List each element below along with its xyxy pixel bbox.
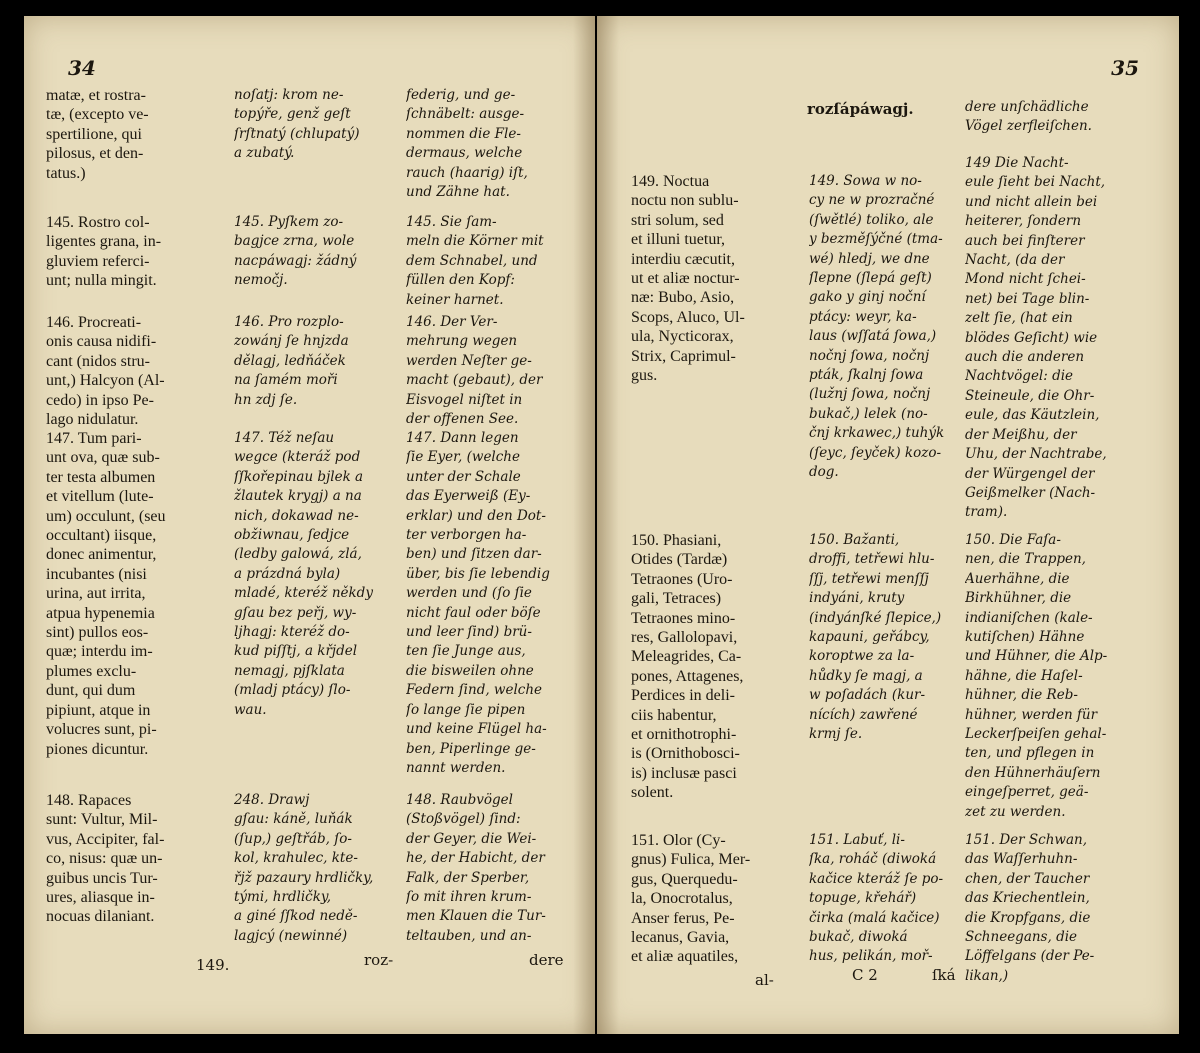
catchword-latin: al- (755, 971, 774, 989)
right-page (597, 16, 1179, 1034)
catchword-czech: ſká (932, 966, 956, 984)
czech-text-block: 145. Pyſkem zo- bagjce zrna, wole nacpáwagj: žádný nemočj. (234, 214, 357, 289)
czech-text-block: 146. Pro rozplo- zowánj ſe hnjzda dělagj, ledňáček na ſamém moři hn zdj ſe. (234, 314, 349, 408)
latin-text-block: 151. Olor (Cy- gnus) Fulica, Mer- gus, Querquedu- la, Onocrotalus, Anser ferus, Pe- lecanus, Gavia, et aliæ aquatiles, (631, 832, 751, 966)
latin-text-block: 148. Rapaces sunt: Vultur, Mil- vus, Accipiter, fal- co, nisus: quæ un- guibus uncis Tur- ures, aliasque in- nocuas dilaniant. (46, 792, 165, 926)
german-text-block: 146. Der Ver- mehrung wegen werden Neſter ge- macht (gebaut), der Eisvogel niſtet in der offenen See. (406, 314, 543, 428)
german-text-block: 150. Die Faſa- nen, die Trappen, Auerhähne, die Birkhühner, die indianiſchen (kale- kutiſchen) Hähne und Hühner, die Alp- hähne, die Haſel- hühner, die Reb- hühner, werden für Leckerſpeiſen gehal- ten, und pflegen in den Hühnerhäuſern eingeſperret, geä- zet zu werden. (965, 532, 1108, 820)
latin-text-block: 145. Rostro col- ligentes grana, in- gluviem referci- unt; nulla mingit. (46, 214, 162, 290)
catchword-czech: roz- (364, 951, 394, 969)
gutter-shadow (597, 16, 619, 1034)
latin-text-block: 149. Noctua noctu non sublu- stri solum, sed et illuni tuetur, interdiu cæcutit, ut et aliæ noctur- næ: Bubo, Asio, Scops, Aluco, Ul- ula, Nycticorax, Strix, Caprimul- gus. (631, 173, 745, 385)
czech-text-block: 149. Sowa w no- cy ne w prozračné (ſwětlé) toliko, ale y bezměſýčné (tma- wé) hledj, we dne ſlepne (ſlepá geſt) gako y ginj noční ptácy: weyr, ka- laus (wſſatá ſowa,) nočnj ſowa, nočnj pták, ſkalnj ſowa (lužnj ſowa, nočnj bukač,) lelek (no- čnj krkawec,) tuhýk (ſeyc, ſeyček) kozo- dog. (809, 173, 945, 481)
page-number-left: 34 (68, 56, 96, 80)
german-text-block: 148. Raubvögel (Stoßvögel) ſind: der Geyer, die Wei- he, der Habicht, der Falk, der Sperber, ſo mit ihren krum- men Klauen die Tur- teltauben, und an- (406, 792, 546, 944)
gutter-shadow (573, 16, 595, 1034)
czech-text-block: 248. Drawj gſau: káně, luňák (ſup,) geſtřáb, ſo- kol, krahulec, kte- řjž pazaury hrdličky, tými, hrdličky, a giné ſſkod nedě- lagjcý (newinné) (234, 792, 374, 944)
czech-text-block: 147. Též neſau wegce (kteráž pod ſſkořepinau bjlek a žlautek krygj) a na nich, dokawad ne- obžiwnau, ſedjce (ledby galowá, zlá, a prázdná byla) mladé, kteréž někdy gſau bez peřj, wy- ljhagj: kteréž do- kud piſſtj, a křjdel nemagj, pjſklata (mladj ptácy) ſlo- wau. (234, 430, 373, 718)
czech-text-block: 151. Labuť, li- ſka, roháč (diwoká kačice kteráž ſe po- topuge, křehář) čirka (malá kačice) bukač, diwoká hus, pelikán, moř- (809, 832, 944, 965)
latin-text-block: matæ, et rostra- tæ, (excepto ve- spertilione, qui pilosus, et den- tatus.) (46, 87, 149, 182)
german-text-block: 151. Der Schwan, das Waſſerhuhn- chen, der Taucher das Kriechentlein, die Kropfgans, die Schneegans, die Löffelgans (der Pe- likan,) (965, 832, 1095, 984)
czech-text-block: 150. Bažanti, droffi, tetřewi hlu- ſſj, tetřewi menſſj indyáni, kruty (indyánſké ſlepice,) kapauni, geřábcy, koroptwe za la- hůdky ſe magj, a w poſadách (kur- nících) zawřené krmj ſe. (809, 532, 942, 743)
czech-text-block: noſatj: krom ne- topýře, genž geſt ſrſtnatý (chlupatý) a zubatý. (234, 87, 360, 162)
german-continuation: dere unſchädliche Vögel zerfleiſchen. (965, 99, 1092, 135)
german-text-block: 145. Sie ſam- meln die Körner mit dem Schnabel, und füllen den Kopf: keiner harnet. (406, 214, 544, 308)
german-text-block: federig, und ge- ſchnäbelt: ausge- nommen die Fle- dermaus, welche rauch (haarig) iſt, und Zähne hat. (406, 87, 528, 201)
left-page (24, 16, 595, 1034)
latin-text-block: 147. Tum pari- unt ova, quæ sub- ter testa albumen et vitellum (lute- um) occulunt, (seu occultant) iisque, donec animentur, incubantes (nisi urina, aut irrita, atpua hypenemia sint) pullos eos- quæ; interdu im- plumes exclu- dunt, qui dum pipiunt, atque in volucres sunt, pi- piones dicuntur. (46, 430, 166, 758)
signature-mark: C 2 (852, 966, 878, 984)
catchword-latin: 149. (196, 956, 230, 974)
latin-text-block: 146. Procreati- onis causa nidifi- cant (nidos stru- unt,) Halcyon (Al- cedo) in ipso Pe- lago nidulatur. (46, 314, 165, 429)
german-text-block: 149 Die Nacht- eule ſieht bei Nacht, und nicht allein bei heiterer, ſondern auch bei finſterer Nacht, (da der Mond nicht ſchei- net) bei Tage blin- zelt ſie, (hat ein blödes Geſicht) wie auch die anderen Nachtvögel: die Steineule, die Ohr- eule, das Käutzlein, der Meißhu, der Uhu, der Nachtrabe, der Würgengel der Geißmelker (Nach- tram). (965, 155, 1107, 521)
catchword-german: dere (529, 951, 564, 969)
german-text-block: 147. Dann legen ſie Eyer, (welche unter der Schale das Eyerweiß (Ey- erklar) und den Dot- ter verborgen ha- ben) und ſitzen dar- über, bis ſie lebendig werden und (ſo ſie nicht faul oder böſe und leer ſind) brü- ten ſie Junge aus, die bisweilen ohne Federn ſind, welche ſo lange ſie pipen und keine Flügel ha- ben, Piperlinge ge- nannt werden. (406, 430, 550, 776)
czech-continuation: rozſápáwagj. (807, 100, 914, 118)
page-number-right: 35 (1111, 56, 1139, 80)
latin-text-block: 150. Phasiani, Otides (Tardæ) Tetraones (Uro- gali, Tetraces) Tetraones mino- res, Gallolopavi, Meleagrides, Ca- pones, Attagenes, Perdices in deli- ciis habentur, et ornithotrophi- is (Ornithobosci- is) inclusæ pasci solent. (631, 532, 744, 802)
